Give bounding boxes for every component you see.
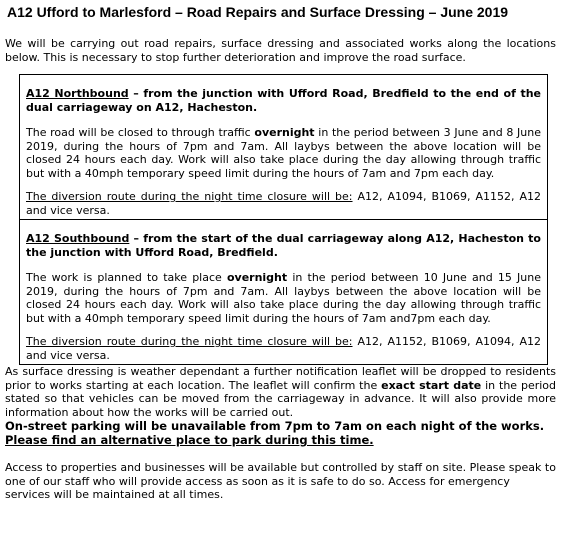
notification-paragraph bbox=[5, 365, 556, 419]
northbound-diversion-label: The diversion route during the night time closure will be: bbox=[26, 190, 353, 203]
southbound-diversion-label: The diversion route during the night time closure will be: bbox=[26, 335, 353, 348]
northbound-closure-text-2: in the period between 3 June and 8 June 2019, during the hours of 7pm and 7am. All laybys between the above location will be closed 24 hours each day. Work will also take place during the day allowing through traffic but with a 40mph temporary speed limit during the hours of 7am and 7pm each day. bbox=[26, 126, 541, 180]
northbound-heading bbox=[26, 87, 541, 114]
southbound-closure-bold: overnight bbox=[226, 271, 288, 284]
southbound-diversion bbox=[26, 335, 541, 362]
parking-text: On-street parking will be unavailable from 7pm to 7am on each night of the works. bbox=[5, 419, 545, 433]
southbound-heading-label: A12 Southbound bbox=[26, 232, 130, 245]
page-title: A12 Ufford to Marlesford – Road Repairs and Surface Dressing – June 2019 bbox=[7, 4, 509, 20]
routes-box bbox=[19, 74, 548, 365]
northbound-diversion bbox=[26, 190, 541, 217]
northbound-closure-paragraph bbox=[26, 126, 541, 180]
southbound-closure-paragraph bbox=[26, 271, 541, 325]
southbound-diversion-route: A12, A1152, B1069, A1094, A12 and vice versa. bbox=[26, 335, 541, 362]
southbound-heading-extent: – from the start of the dual carriageway along A12, Hacheston to the junction with Ufford Road, Bredfield. bbox=[26, 232, 541, 259]
southbound-heading bbox=[26, 232, 541, 259]
access-paragraph: Access to properties and businesses will be available but controlled by staff on site. Please speak to one of our staff who will provide access as soon as it is safe to do so. Access for emergency services will be maintained at all times. bbox=[5, 461, 556, 501]
northbound-closure-bold: overnight bbox=[254, 126, 315, 139]
northbound-section bbox=[20, 75, 547, 219]
parking-notice bbox=[5, 419, 556, 447]
notification-bold: exact start date bbox=[381, 378, 482, 392]
northbound-heading-label: A12 Northbound bbox=[26, 87, 129, 100]
northbound-heading-extent: – from the junction with Ufford Road, Bredfield to the end of the dual carriageway on A12, Hacheston. bbox=[26, 87, 541, 114]
southbound-closure-text-2: in the period between 10 June and 15 June 2019, during the hours of 7pm and 7am. All laybys between the above location will be closed 24 hours each day. Work will also take place during the day allowing through traffic but with a 40mph temporary speed limit during the hours of 7am and7pm each day. bbox=[26, 271, 541, 325]
northbound-diversion-route: A12, A1094, B1069, A1152, A12 and vice versa. bbox=[26, 190, 541, 217]
southbound-closure-text-1: The work is planned to take place bbox=[26, 271, 227, 284]
southbound-section bbox=[20, 219, 547, 364]
northbound-closure-text-1: The road will be closed to through traffic bbox=[26, 126, 255, 139]
parking-alternative: Please find an alternative place to park during this time. bbox=[5, 433, 374, 447]
intro-paragraph: We will be carrying out road repairs, surface dressing and associated works along the locations below. This is necessary to stop further deterioration and improve the road surface. bbox=[5, 37, 556, 64]
notification-text-1: As surface dressing is weather dependant a further notification leaflet will be dropped to residents prior to works starting at each location. The leaflet will confirm the bbox=[5, 365, 556, 392]
notification-text-2: in the period stated so that vehicles can be moved from the carriageway in advance. It will also provide more information about how the works will be carried out. bbox=[5, 378, 556, 419]
